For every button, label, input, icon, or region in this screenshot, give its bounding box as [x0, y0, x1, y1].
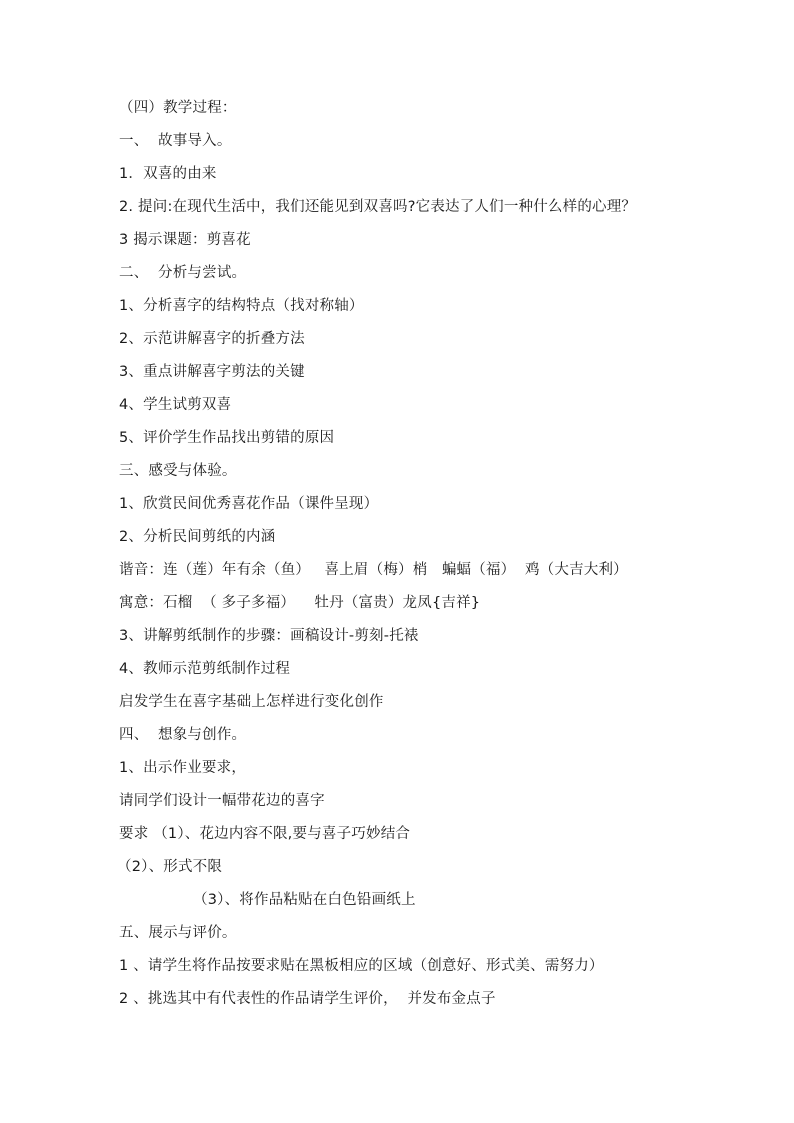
text-line: 1 、请学生将作品按要求贴在黑板相应的区域（创意好、形式美、需努力） [119, 958, 604, 974]
text-line: 寓意：石榴 （ 多子多福） 牡丹（富贵）龙凤{吉祥} [119, 595, 481, 611]
text-line: 请同学们设计一幅带花边的喜字 [119, 793, 325, 809]
section-heading-teaching-process: （四）教学过程： [119, 100, 237, 116]
text-line: 3、讲解剪纸制作的步骤：画稿设计-剪刻-托裱 [119, 628, 419, 644]
text-line: 4、学生试剪双喜 [119, 397, 232, 413]
text-line: 4、教师示范剪纸制作过程 [119, 661, 291, 677]
text-line: 2、示范讲解喜字的折叠方法 [119, 331, 305, 347]
text-line: 2. 提问:在现代生活中，我们还能见到双喜吗?它表达了人们一种什么样的心理？ [119, 199, 637, 215]
text-line: 1、分析喜字的结构特点（找对称轴） [119, 298, 364, 314]
section-heading-analysis: 二、 分析与尝试。 [119, 265, 247, 281]
text-line: （2）、形式不限 [117, 859, 223, 875]
text-line: 2、分析民间剪纸的内涵 [119, 529, 276, 545]
text-line: 5、评价学生作品找出剪错的原因 [119, 430, 335, 446]
text-line: 3 揭示课题：剪喜花 [119, 232, 251, 248]
text-line: 2 、挑选其中有代表性的作品请学生评价， 并发布金点子 [119, 991, 496, 1007]
section-heading-story-intro: 一、 故事导入。 [119, 133, 232, 149]
text-line: （3）、将作品粘贴在白色铅画纸上 [193, 892, 416, 908]
text-line: 1、欣赏民间优秀喜花作品（课件呈现） [119, 496, 379, 512]
text-line: 1．双喜的由来 [119, 166, 217, 182]
text-line: 启发学生在喜字基础上怎样进行变化创作 [119, 694, 384, 710]
section-heading-imagination: 四、 想象与创作。 [119, 727, 247, 743]
text-line: 要求 （1）、花边内容不限,要与喜子巧妙结合 [119, 826, 411, 842]
text-line: 3、重点讲解喜字剪法的关键 [119, 364, 305, 380]
section-heading-experience: 三、感受与体验。 [119, 463, 237, 479]
text-line: 谐音：连（莲）年有余（鱼） 喜上眉（梅）梢 蝙蝠（福） 鸡（大吉大利） [119, 562, 628, 578]
text-line: 1、出示作业要求， [119, 760, 247, 776]
section-heading-display: 五、展示与评价。 [119, 925, 237, 941]
